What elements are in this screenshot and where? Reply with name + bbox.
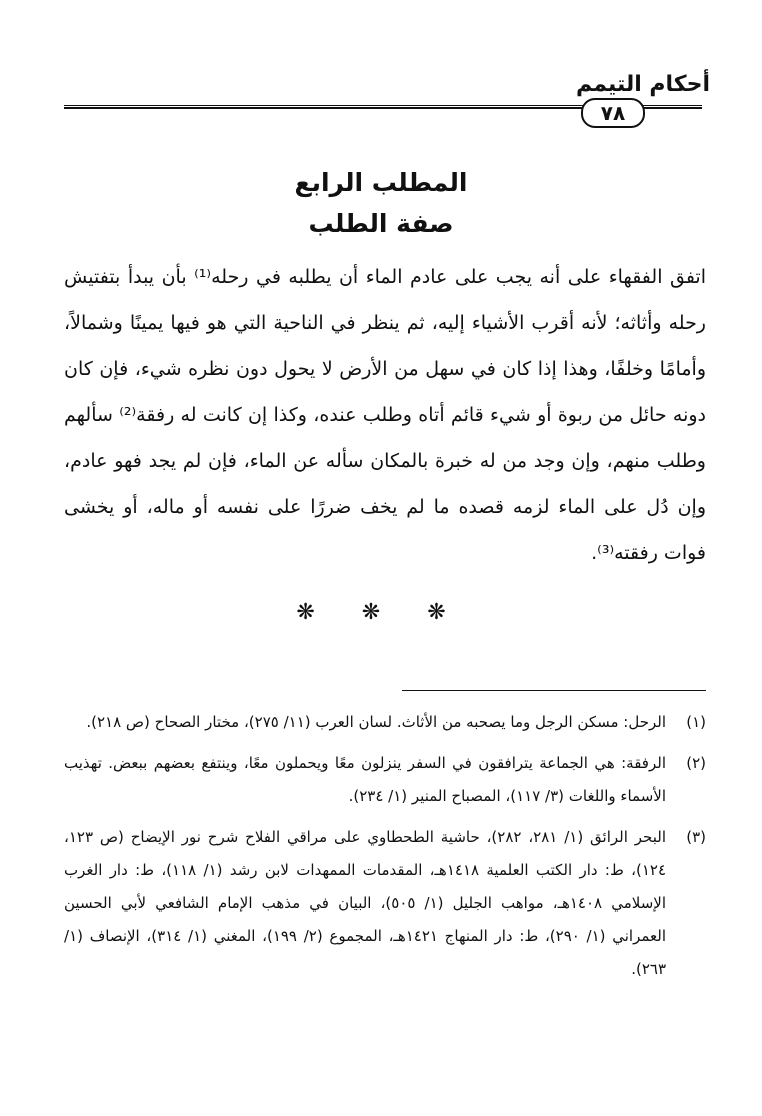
section-end-ornament: ❋ ❋ ❋ xyxy=(296,600,466,625)
footnote-item xyxy=(64,706,706,739)
footnote-text: الرفقة: هي الجماعة يترافقون في السفر ينزلون معًا ويحملون معًا، وينتفع بعضهم ببعض. تهذيب الأسماء واللغات (٣/ ١١٧)، المصباح المنير (١/ ٢٣٤). xyxy=(64,754,666,805)
footnote-number: (٢) xyxy=(686,754,706,772)
header-rule xyxy=(64,105,584,109)
footnote-number: (١) xyxy=(686,713,706,731)
footnote-number: (٣) xyxy=(686,828,706,846)
page-number: ٧٨ xyxy=(581,98,645,128)
footnote-item xyxy=(64,747,706,813)
body-paragraph: اتفق الفقهاء على أنه يجب على عادم الماء أن يطلبه في رحله⁽¹⁾ بأن يبدأ بتفتيش رحله وأثاثه؛ لأنه أقرب الأشياء إليه، ثم ينظر في الناحية التي هو فيها يمينًا وشمالاً، وأمامًا وخلفًا، وهذا إذا كان في سهل من الأرض لا يحول دون نظره شيء، فإن كان دونه حائل من ربوة أو شيء قائم أتاه وطلب عنده، وكذا إن كانت له رفقة⁽²⁾ سألهم وطلب منهم، وإن وجد من له خبرة بالمكان سأله عن الماء، فإن لم يجد فهو عادم، وإن دُل على الماء لزمه قصده ما لم يخف ضررًا على نفسه أو ماله، أو يخشى فوات رفقته⁽³⁾. xyxy=(64,266,706,564)
main-text xyxy=(64,254,706,576)
subject-heading: صفة الطلب xyxy=(308,209,454,238)
running-title: أحكام التيمم xyxy=(576,72,710,97)
section-heading: المطلب الرابع xyxy=(294,168,468,197)
footnote-text: البحر الرائق (١/ ٢٨١، ٢٨٢)، حاشية الطحطاوي على مراقي الفلاح شرح نور الإيضاح (ص ١٢٣، ١٢٤)، ط: دار الكتب العلمية ١٤١٨هـ، المقدمات الممهدات لابن رشد (١/ ١١٨)، ط: دار الغرب الإسلامي ١٤٠٨هـ، مواهب الجليل (١/ ٥٠٥)، البيان في مذهب الإمام الشافعي لأبي الحسين العمراني (١/ ٢٩٠)، ط: دار المنهاج ١٤٢١هـ، المجموع (٢/ ١٩٩)، المغني (١/ ٣١٤)، الإنصاف (١/ ٢٦٣). xyxy=(64,828,667,978)
header-rule-right xyxy=(642,105,702,109)
footnote-separator xyxy=(402,690,706,691)
footnote-item xyxy=(64,821,706,986)
footnotes xyxy=(64,706,706,994)
footnote-text: الرحل: مسكن الرجل وما يصحبه من الأثاث. لسان العرب (١١/ ٢٧٥)، مختار الصحاح (ص ٢١٨). xyxy=(86,713,666,731)
